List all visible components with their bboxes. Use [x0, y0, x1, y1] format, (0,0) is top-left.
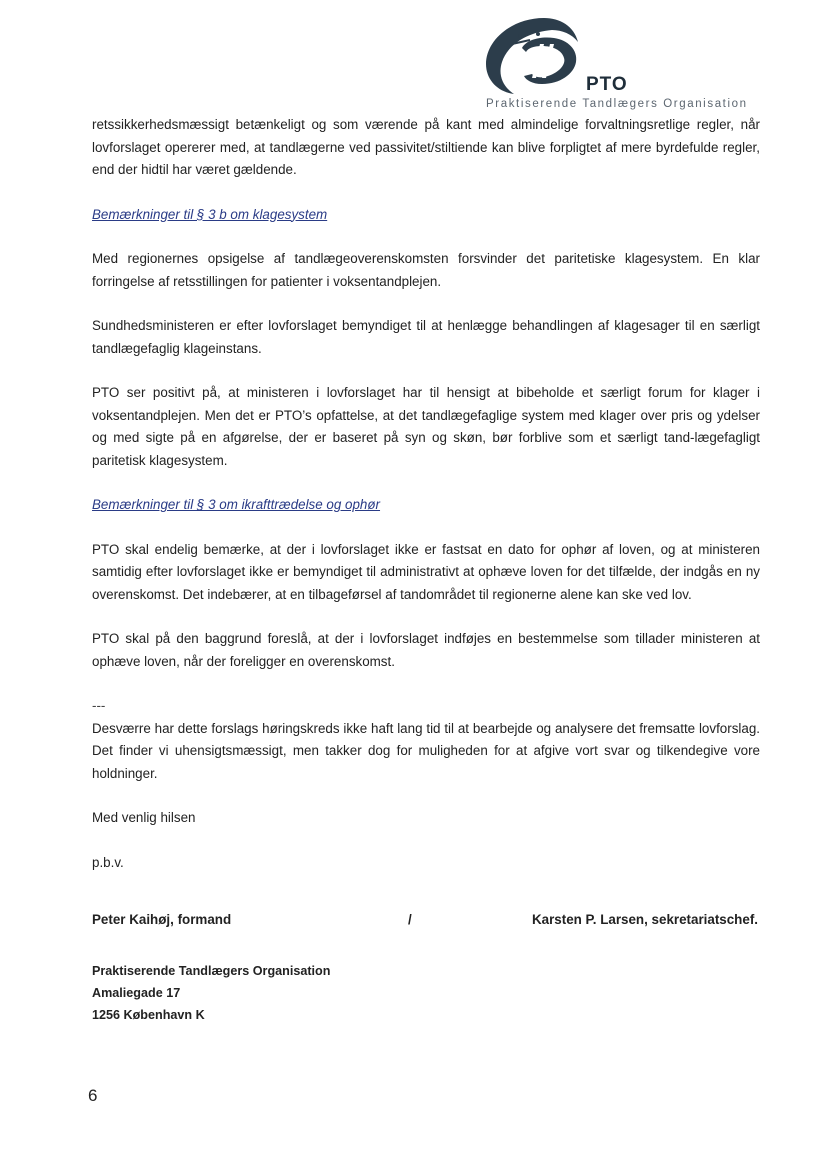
pto-logo-icon	[482, 14, 602, 98]
paragraph-3b-3: PTO ser positivt på, at ministeren i lovforslaget har til hensigt at bibeholde et særligt forum for klager i voksentandplejen. Men det er PTO’s opfattelse, at det tandlægefaglige system med klager over pris og ydelser og med sigte på en afgørelse, der er baseret på syn og skøn, bør forblive som et særligt tand-lægefagligt paritetisk klagesystem.	[92, 385, 760, 468]
address-city: 1256 København K	[92, 1008, 205, 1022]
signature-separator: /	[408, 912, 412, 927]
paragraph-3-2: PTO skal på den baggrund foreslå, at der i lovforslaget indføjes en bestemmelse som tillader ministeren at ophæve loven, når der foreligger en overenskomst.	[92, 631, 760, 669]
page-number: 6	[88, 1086, 98, 1105]
pto-logo	[482, 14, 752, 114]
signature-left: Peter Kaihøj, formand	[92, 912, 232, 927]
address-block	[92, 960, 330, 1026]
address-street: Amaliegade 17	[92, 986, 181, 1000]
heading-section-3: Bemærkninger til § 3 om ikrafttrædelse og ophør	[92, 497, 381, 512]
intro-paragraph: retssikkerhedsmæssigt betænkeligt og som værende på kant med almindelige forvaltningsretlige regler, når lovforslaget opererer med, at tandlægerne ved passivitet/stiltiende kan blive forpligtet af mere byrdefulde regler, end der hidtil har været gældende.	[92, 117, 760, 177]
closing-paragraph: Desværre har dette forslags høringskreds ikke haft lang tid til at bearbejde og analysere det fremsatte lovforslag. Det finder vi uhensigtsmæssigt, men takker dog for muligheden for at afgive vort svar og tilkendegive vore holdninger.	[92, 720, 760, 781]
paragraph-3b-1: Med regionernes opsigelse af tandlægeoverenskomsten forsvinder det paritetiske klagesystem. En klar forringelse af retsstillingen for patienter i voksentandplejen.	[92, 251, 760, 289]
separator-dashes: ---	[92, 698, 106, 713]
address-org: Praktiserende Tandlægers Organisation	[92, 964, 331, 978]
signature-right: Karsten P. Larsen, sekretariatschef.	[531, 912, 758, 927]
heading-section-3b: Bemærkninger til § 3 b om klagesystem	[92, 206, 328, 222]
logo-subtitle: Praktiserende Tandlægers Organisation	[486, 98, 748, 110]
pbv: p.b.v.	[92, 854, 124, 870]
logo-wordmark: PTO	[586, 74, 628, 95]
paragraph-3b-2: Sundhedsministeren er efter lovforslaget bemyndiget til at henlægge behandlingen af klagesager til en særligt tandlægefaglig klageinstans.	[92, 318, 760, 356]
signature-row	[92, 912, 758, 934]
greeting: Med venlig hilsen	[92, 810, 196, 825]
paragraph-3-1: PTO skal endelig bemærke, at der i lovforslaget ikke er fastsat en dato for ophør af loven, og at ministeren samtidig efter lovforslaget ikke er bemyndiget til administrativt at ophæve loven for det tilfælde, der indgås en ny overenskomst. Det indebærer, at en tilbageførsel af tandområdet til regionerne alene kan ske ved lov.	[92, 541, 760, 602]
letter-body	[92, 114, 760, 874]
